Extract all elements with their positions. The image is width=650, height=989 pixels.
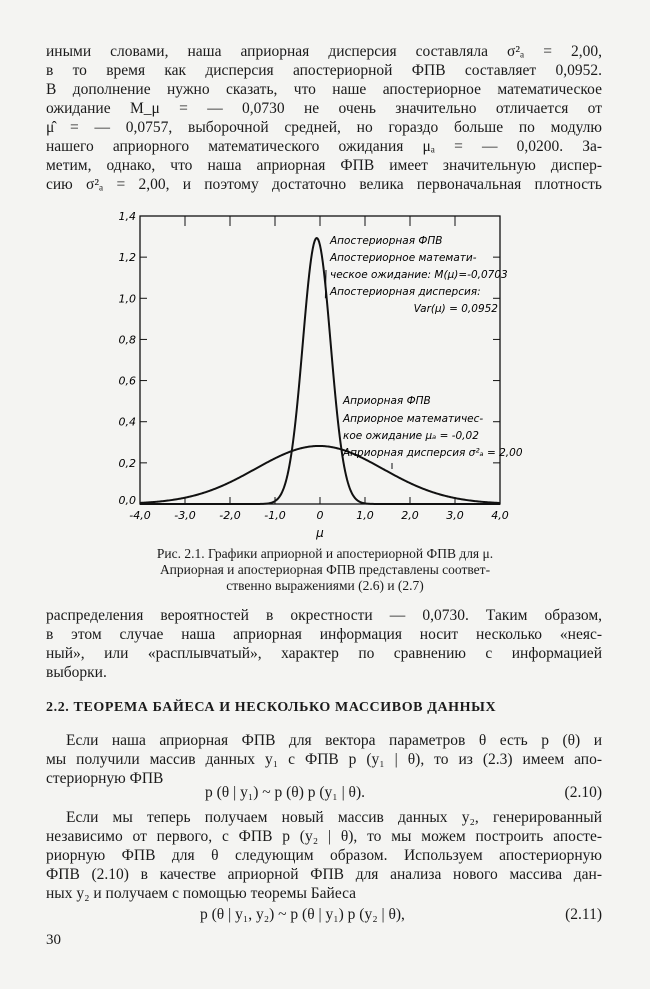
paragraph-3 (46, 731, 602, 788)
text-line: иными словами, наша априорная дисперсия составляла σ²ₐ = 2,00, (46, 43, 602, 60)
posterior-annotation: Апостериорная ФПВ (330, 235, 443, 247)
text-line: в этом случае наша априорная информация носит несколько «неяс- (46, 626, 602, 643)
text-line: распределения вероятностей в окрестности — 0,0730. Таким образом, (46, 607, 602, 624)
posterior-annotation: ческое ожидание: M(μ)=-0,0703 (330, 269, 508, 281)
posterior-annotation: Апостериорная дисперсия: (330, 286, 481, 298)
x-tick-label: 4,0 (491, 509, 509, 522)
chart-annotations (325, 235, 522, 469)
text-line: метим, однако, что наша априорная ФПВ имеет значительную диспер- (46, 157, 602, 174)
text-line: стериорную ФПВ (46, 770, 164, 787)
text-line: ных y₂ и получаем с помощью теоремы Байеса (46, 885, 357, 902)
text-line: В дополнение нужно сказать, что наше апостериорное математическое (46, 81, 602, 98)
figure-caption (110, 546, 540, 594)
caption-line: Априорная и апостериорная ФПВ представлены соответ- (159, 562, 491, 577)
x-tick-label: 1,0 (356, 509, 374, 522)
x-axis-label: μ (316, 526, 324, 540)
paragraph-1 (46, 42, 602, 194)
text-line: мы получили массив данных y₁ с ФПВ p (y₁ | θ), то из (2.3) имеем апо- (46, 751, 602, 768)
x-tick-label: -3,0 (174, 509, 196, 522)
y-tick-label: 1,2 (118, 251, 136, 265)
paragraph-4 (46, 808, 602, 903)
section-heading: 2.2. ТЕОРЕМА БАЙЕСА И НЕСКОЛЬКО МАССИВОВ ДАННЫХ (46, 700, 497, 715)
equation-2-11: p (θ | y₁, y₂) ~ p (θ | y₁) p (y₂ | θ), (200, 906, 405, 923)
posterior-annotation: Var(μ) = 0,0952 (413, 303, 498, 315)
page-number: 30 (46, 932, 61, 948)
prior-annotation: Априорная дисперсия σ²ₐ = 2,00 (343, 447, 523, 459)
text-line: ожидание M_μ = — 0,0730 не очень значительно отличается от (46, 100, 602, 117)
text-line: независимо от первого, с ФПВ p (y₂ | θ), то мы можем построить апосте- (46, 828, 602, 845)
y-tick-label: 1,0 (118, 292, 136, 306)
y-tick-label: 0,6 (118, 374, 136, 388)
figure-2-1-chart (100, 208, 540, 543)
x-tick-label: 2,0 (401, 509, 419, 522)
x-tick-label: 3,0 (446, 509, 464, 522)
text-line: Если наша априорная ФПВ для вектора параметров θ есть p (θ) и (66, 732, 602, 749)
x-tick-label: -1,0 (264, 509, 286, 522)
text-line: ФПВ (2.10) в качестве априорной ФПВ для анализа нового массива дан- (46, 866, 602, 883)
equation-2-10: p (θ | y₁) ~ p (θ) p (y₁ | θ). (205, 784, 366, 801)
text-line: Если мы теперь получаем новый массив данных y₂, генерированный (66, 809, 602, 826)
x-tick-label: 0 (316, 509, 324, 522)
text-line: ный», или «расплывчатый», характер по сравнению с информацией (46, 645, 602, 662)
y-tick-label: 0,0 (118, 494, 136, 507)
caption-line: Рис. 2.1. Графики априорной и апостериорной ФПВ для μ. (156, 546, 494, 561)
text-line: в то время как дисперсия апостериорной ФПВ составляет 0,0952. (46, 62, 602, 79)
text-line: μ̂ = — 0,0757, выборочной средней, но гораздо больше по модулю (46, 119, 602, 136)
equation-number: (2.11) (565, 906, 602, 923)
y-tick-label: 0,2 (118, 456, 136, 470)
x-tick-label: -2,0 (219, 509, 241, 522)
posterior-leader-line (325, 270, 326, 298)
text-line: сию σ²ₐ = 2,00, и поэтому достаточно велика первоначальная плотность (46, 176, 602, 193)
prior-annotation: кое ожидание μₐ = -0,02 (343, 430, 479, 442)
paragraph-2 (46, 606, 602, 682)
x-tick-label: -4,0 (129, 509, 151, 522)
equation-number: (2.10) (564, 784, 602, 801)
y-tick-label: 0,4 (118, 415, 136, 429)
y-tick-label: 0,8 (118, 333, 136, 347)
prior-annotation: Априорная ФПВ (343, 395, 431, 407)
text-line: нашего априорного математического ожидания μₐ = — 0,0200. За- (46, 138, 602, 155)
text-line: выборки. (46, 664, 107, 681)
text-line: риорную ФПВ для θ следующим образом. Используем апостериорную (46, 847, 602, 864)
prior-annotation: Априорное математичес- (343, 413, 484, 425)
caption-line: ственно выражениями (2.6) и (2.7) (226, 578, 424, 593)
posterior-annotation: Апостериорное математи- (330, 252, 477, 264)
y-tick-label: 1,4 (118, 210, 136, 223)
